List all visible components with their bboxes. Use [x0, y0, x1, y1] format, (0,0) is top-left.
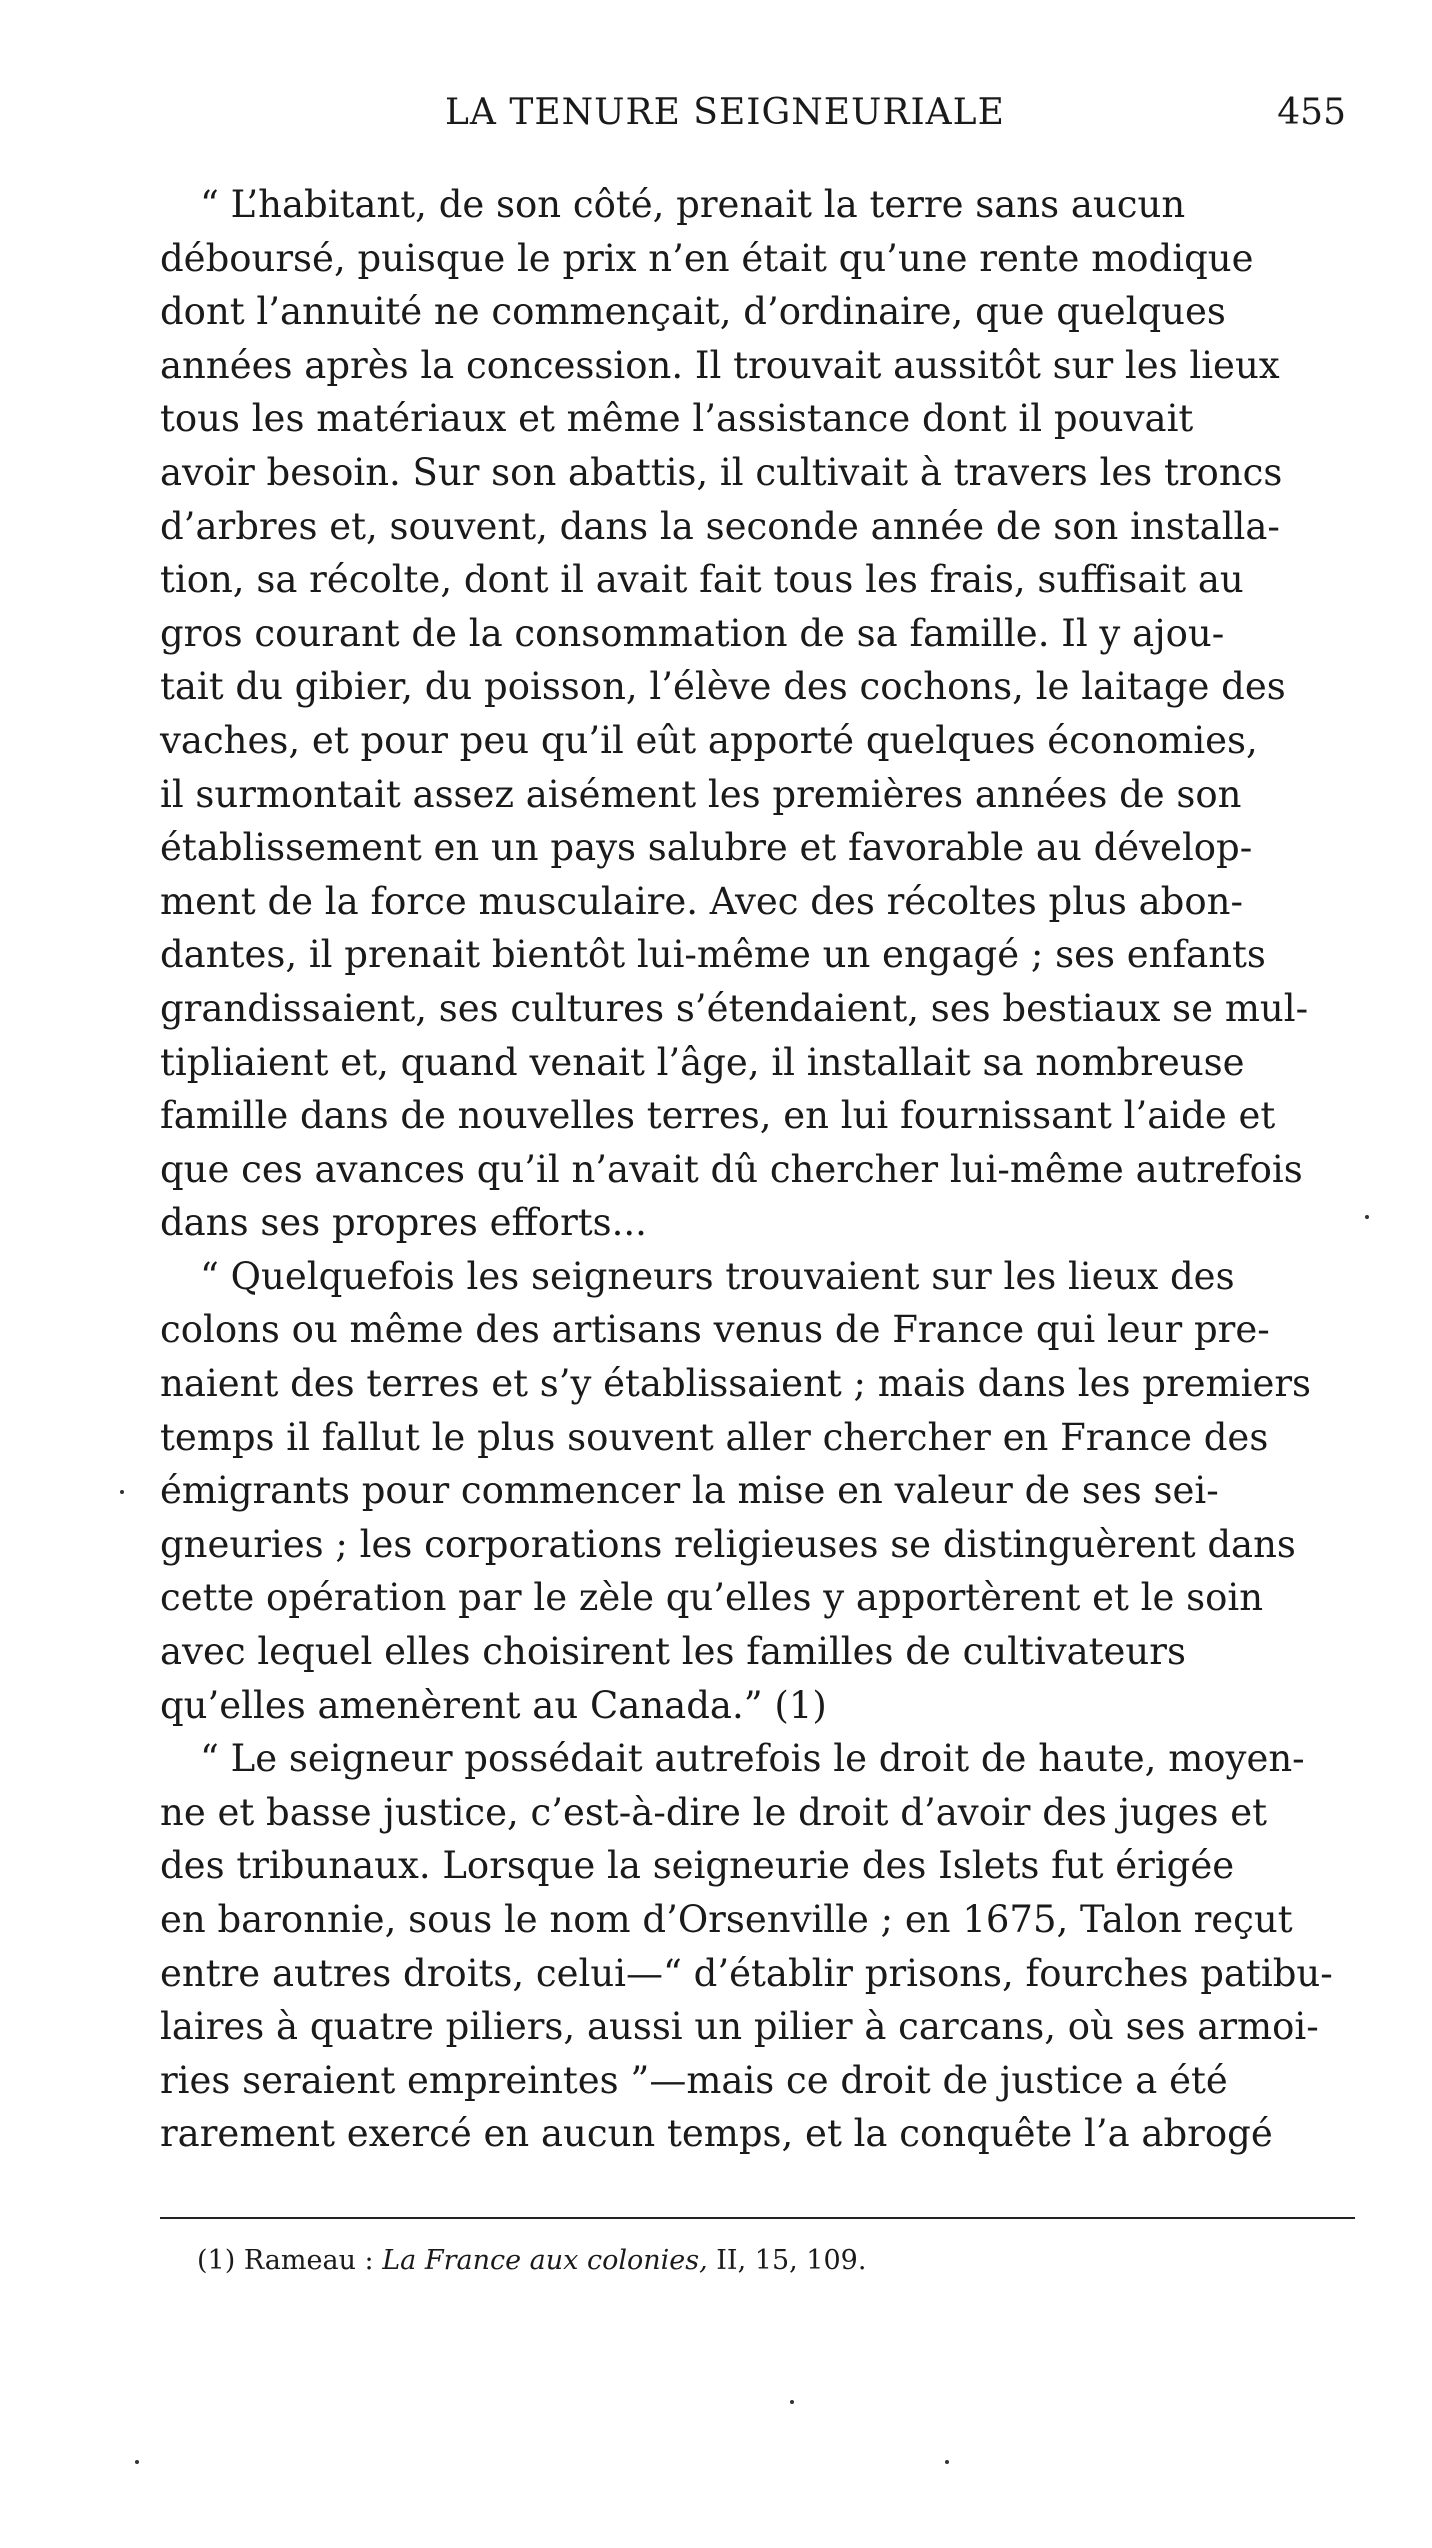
- footnote-author: Rameau :: [243, 2245, 374, 2276]
- footnote-work-title: La France aux colonies,: [382, 2245, 708, 2276]
- ink-speck: [945, 2460, 949, 2464]
- ink-speck: [120, 1490, 124, 1494]
- page-header: [160, 92, 1360, 142]
- paragraph-habitant: “ L’habitant, de son côté, prenait la terre sans aucun déboursé, puisque le prix n’en était qu’une rente modique dont l’annuité ne commençait, d’ordinaire, que quelques années après la concession. Il trouvait aussitôt sur les lieux tous les matériaux et même l’assistance dont il pouvait avoir besoin. Sur son abattis, il cultivait à travers les troncs d’arbres et, souvent, dans la seconde année de son installa- tion, sa récolte, dont il avait fait tous les frais, suffisait au gros courant de la consommation de sa famille. Il y ajou- tait du gibier, du poisson, l’élève des cochons, le laitage des vaches, et pour peu qu’il eût apporté quelques économies, il surmontait assez aisément les premières années de son établissement en un pays salubre et favorable au dévelop- ment de la force musculaire. Avec des récoltes plus abon- dantes, il prenait bientôt lui-même un engagé ; ses enfants grandissaient, ses cultures s’étendaient, ses bestiaux se mul- tipliaient et, quand venait l’âge, il installait sa nombreuse famille dans de nouvelles terres, en lui fournissant l’aide et que ces avances qu’il n’avait dû chercher lui-même autrefois dans ses propres efforts...: [160, 183, 1309, 1245]
- body-text: [160, 178, 1355, 2161]
- paragraph-justice: “ Le seigneur possédait autrefois le droit de haute, moyen- ne et basse justice, c’est-à-dire le droit d’avoir des juges et des tribunaux. Lorsque la seigneurie des Islets fut érigée en baronnie, sous le nom d’Orsenville ; en 1675, Talon reçut entre autres droits, celui—“ d’établir prisons, fourches patibu- laires à quatre piliers, aussi un pilier à carcans, où ses armoi- ries seraient empreintes ”—mais ce droit de justice a été rarement exercé en aucun temps, et la conquête l’a abrogé: [160, 1737, 1333, 2156]
- paragraph-seigneurs: “ Quelquefois les seigneurs trouvaient sur les lieux des colons ou même des artisans venus de France qui leur pre- naient des terres et s’y établissaient ; mais dans les premiers temps il fallut le plus souvent aller chercher en France des émigrants pour commencer la mise en valeur de ses sei- gneuries ; les corporations religieuses se distinguèrent dans cette opération par le zèle qu’elles y apportèrent et le soin avec lequel elles choisirent les familles de cultivateurs qu’elles amenèrent au Canada.” (1): [160, 1254, 1312, 1727]
- ink-speck: [790, 2400, 794, 2404]
- footnote: [197, 2245, 866, 2276]
- ink-speck: [135, 2460, 139, 2464]
- footnote-reference: II, 15, 109.: [716, 2245, 867, 2276]
- ink-speck: [1365, 1215, 1369, 1219]
- footnote-divider: [160, 2217, 1355, 2219]
- page-number: 455: [1277, 92, 1346, 133]
- running-title: LA TENURE SEIGNEURIALE: [445, 92, 1005, 133]
- footnote-marker: (1): [197, 2245, 236, 2276]
